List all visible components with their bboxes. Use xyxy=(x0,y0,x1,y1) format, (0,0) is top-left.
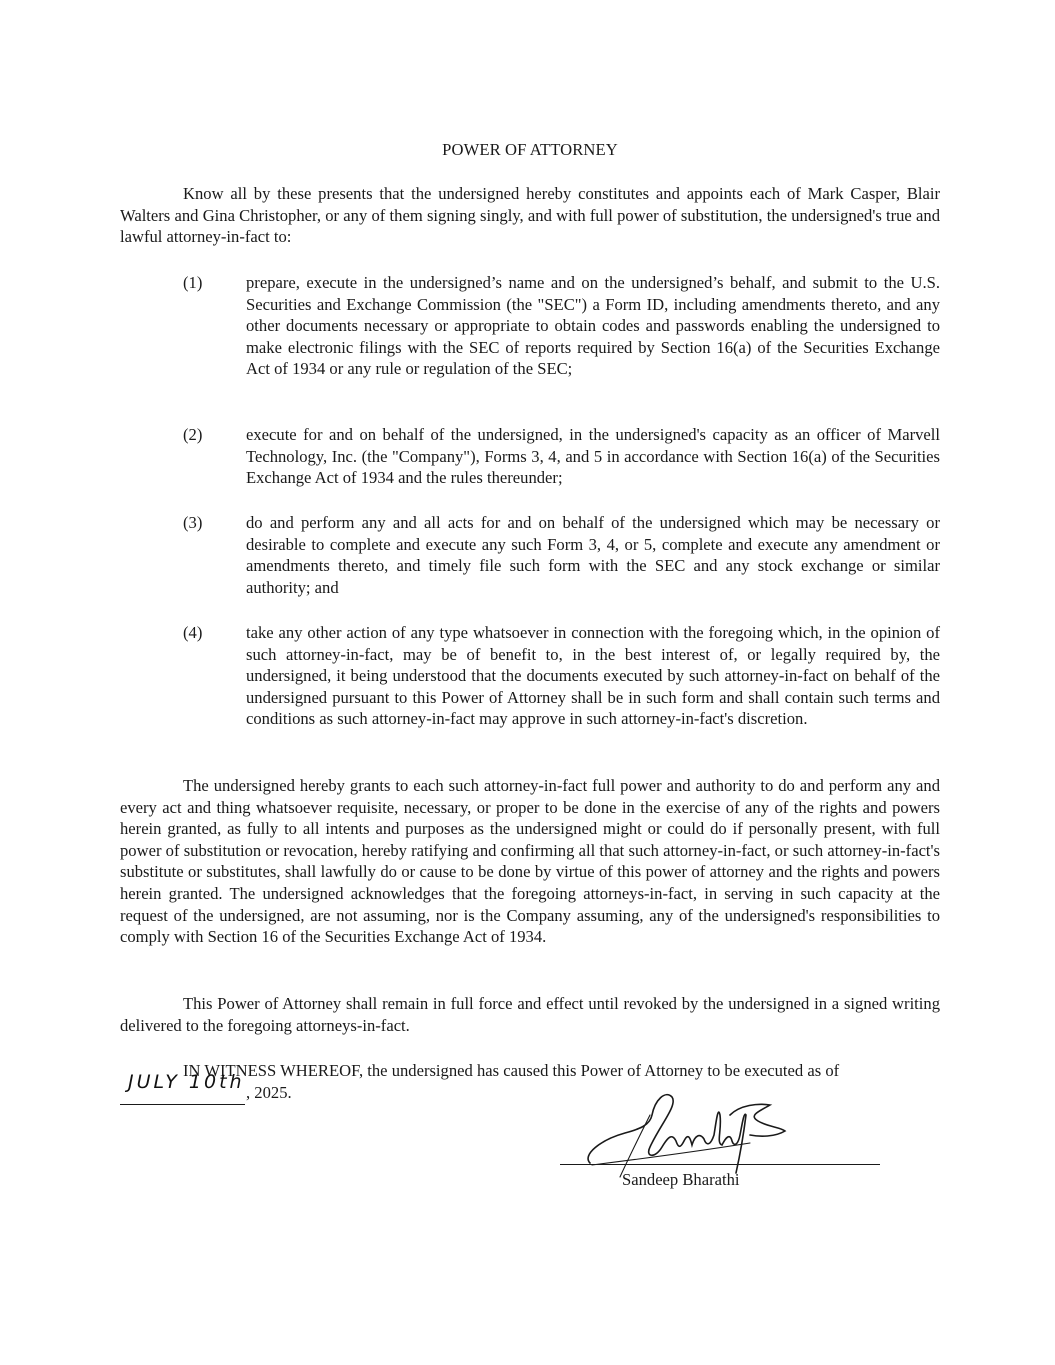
document-title: POWER OF ATTORNEY xyxy=(442,140,618,159)
handwritten-date: JULY 10th xyxy=(128,1070,245,1093)
list-item-text: prepare, execute in the undersigned’s name and on the undersigned’s behalf, and submit to the U.S. Securities and Exchange Commission (the "SEC") a Form ID, including amendments thereto, and any other documents necessary or appropriate to obtain codes and passwords enabling the undersigned to make electronic filings with the SEC of reports required by Section 16(a) of the Securities Exchange Act of 1934 or any rule or regulation of the SEC; xyxy=(246,273,940,379)
intro-paragraph: Know all by these presents that the undersigned hereby constitutes and appoints each of Mark Casper, Blair Walters and Gina Christopher, or any of them signing singly, and with full power of substitution, the undersigned's true and lawful attorney-in-fact to: xyxy=(120,184,940,247)
duration-paragraph: This Power of Attorney shall remain in full force and effect until revoked by the undersigned in a signed writing delivered to the foregoing attorneys-in-fact. xyxy=(120,994,940,1035)
signature-block xyxy=(560,1085,880,1195)
witness-line: IN WITNESS WHEREOF, the undersigned has caused this Power of Attorney to be executed as of xyxy=(183,1061,840,1080)
list-item-number: (3) xyxy=(183,513,203,532)
list-item-text: execute for and on behalf of the undersigned, in the undersigned's capacity as an officer of Marvell Technology, Inc. (the "Company"), Forms 3, 4, and 5 in accordance with Section 16(a) of the Securities Exchange Act of 1934 and the rules thereunder; xyxy=(246,425,940,488)
list-item-number: (1) xyxy=(183,273,203,292)
list-item-text: take any other action of any type whatsoever in connection with the foregoing which, in the opinion of such attorney-in-fact, may be of benefit to, in the best interest of, or legally required by, the undersigned, it being understood that the documents executed by such attorney-in-fact on behalf of the undersigned pursuant to this Power of Attorney shall be in such form and shall contain such terms and conditions as such attorney-in-fact may approve in such attorney-in-fact's discretion. xyxy=(246,623,940,729)
list-item-number: (2) xyxy=(183,425,203,444)
list-item-text: do and perform any and all acts for and on behalf of the undersigned which may be necessary or desirable to complete and execute any such Form 3, 4, or 5, complete and execute any amendment or amendments thereto, and timely file such form with the SEC and any stock exchange or similar authority; and xyxy=(246,513,940,597)
grant-paragraph: The undersigned hereby grants to each such attorney-in-fact full power and authority to do and perform any and every act and thing whatsoever requisite, necessary, or proper to be done in the exercise of any of the rights and powers herein granted, as fully to all intents and purposes as the undersigned might or could do if personally present, with full power of substitution or revocation, hereby ratifying and confirming all that such attorney-in-fact, or such attorney-in-fact's substitute or substitutes, shall lawfully do or cause to be done by virtue of this power of attorney and the rights and powers herein granted. The undersigned acknowledges that the foregoing attorneys-in-fact, in serving in such capacity at the request of the undersigned, are not assuming, nor is the Company assuming, any of the undersigned's responsibilities to comply with Section 16 of the Securities Exchange Act of 1934. xyxy=(120,776,940,947)
handwritten-date-field xyxy=(120,1070,245,1105)
signature-line xyxy=(560,1164,880,1165)
handwritten-signature-icon xyxy=(580,1085,810,1180)
list-item-number: (4) xyxy=(183,623,203,642)
signer-name: Sandeep Bharathi xyxy=(622,1170,740,1189)
date-year: , 2025. xyxy=(246,1082,292,1102)
